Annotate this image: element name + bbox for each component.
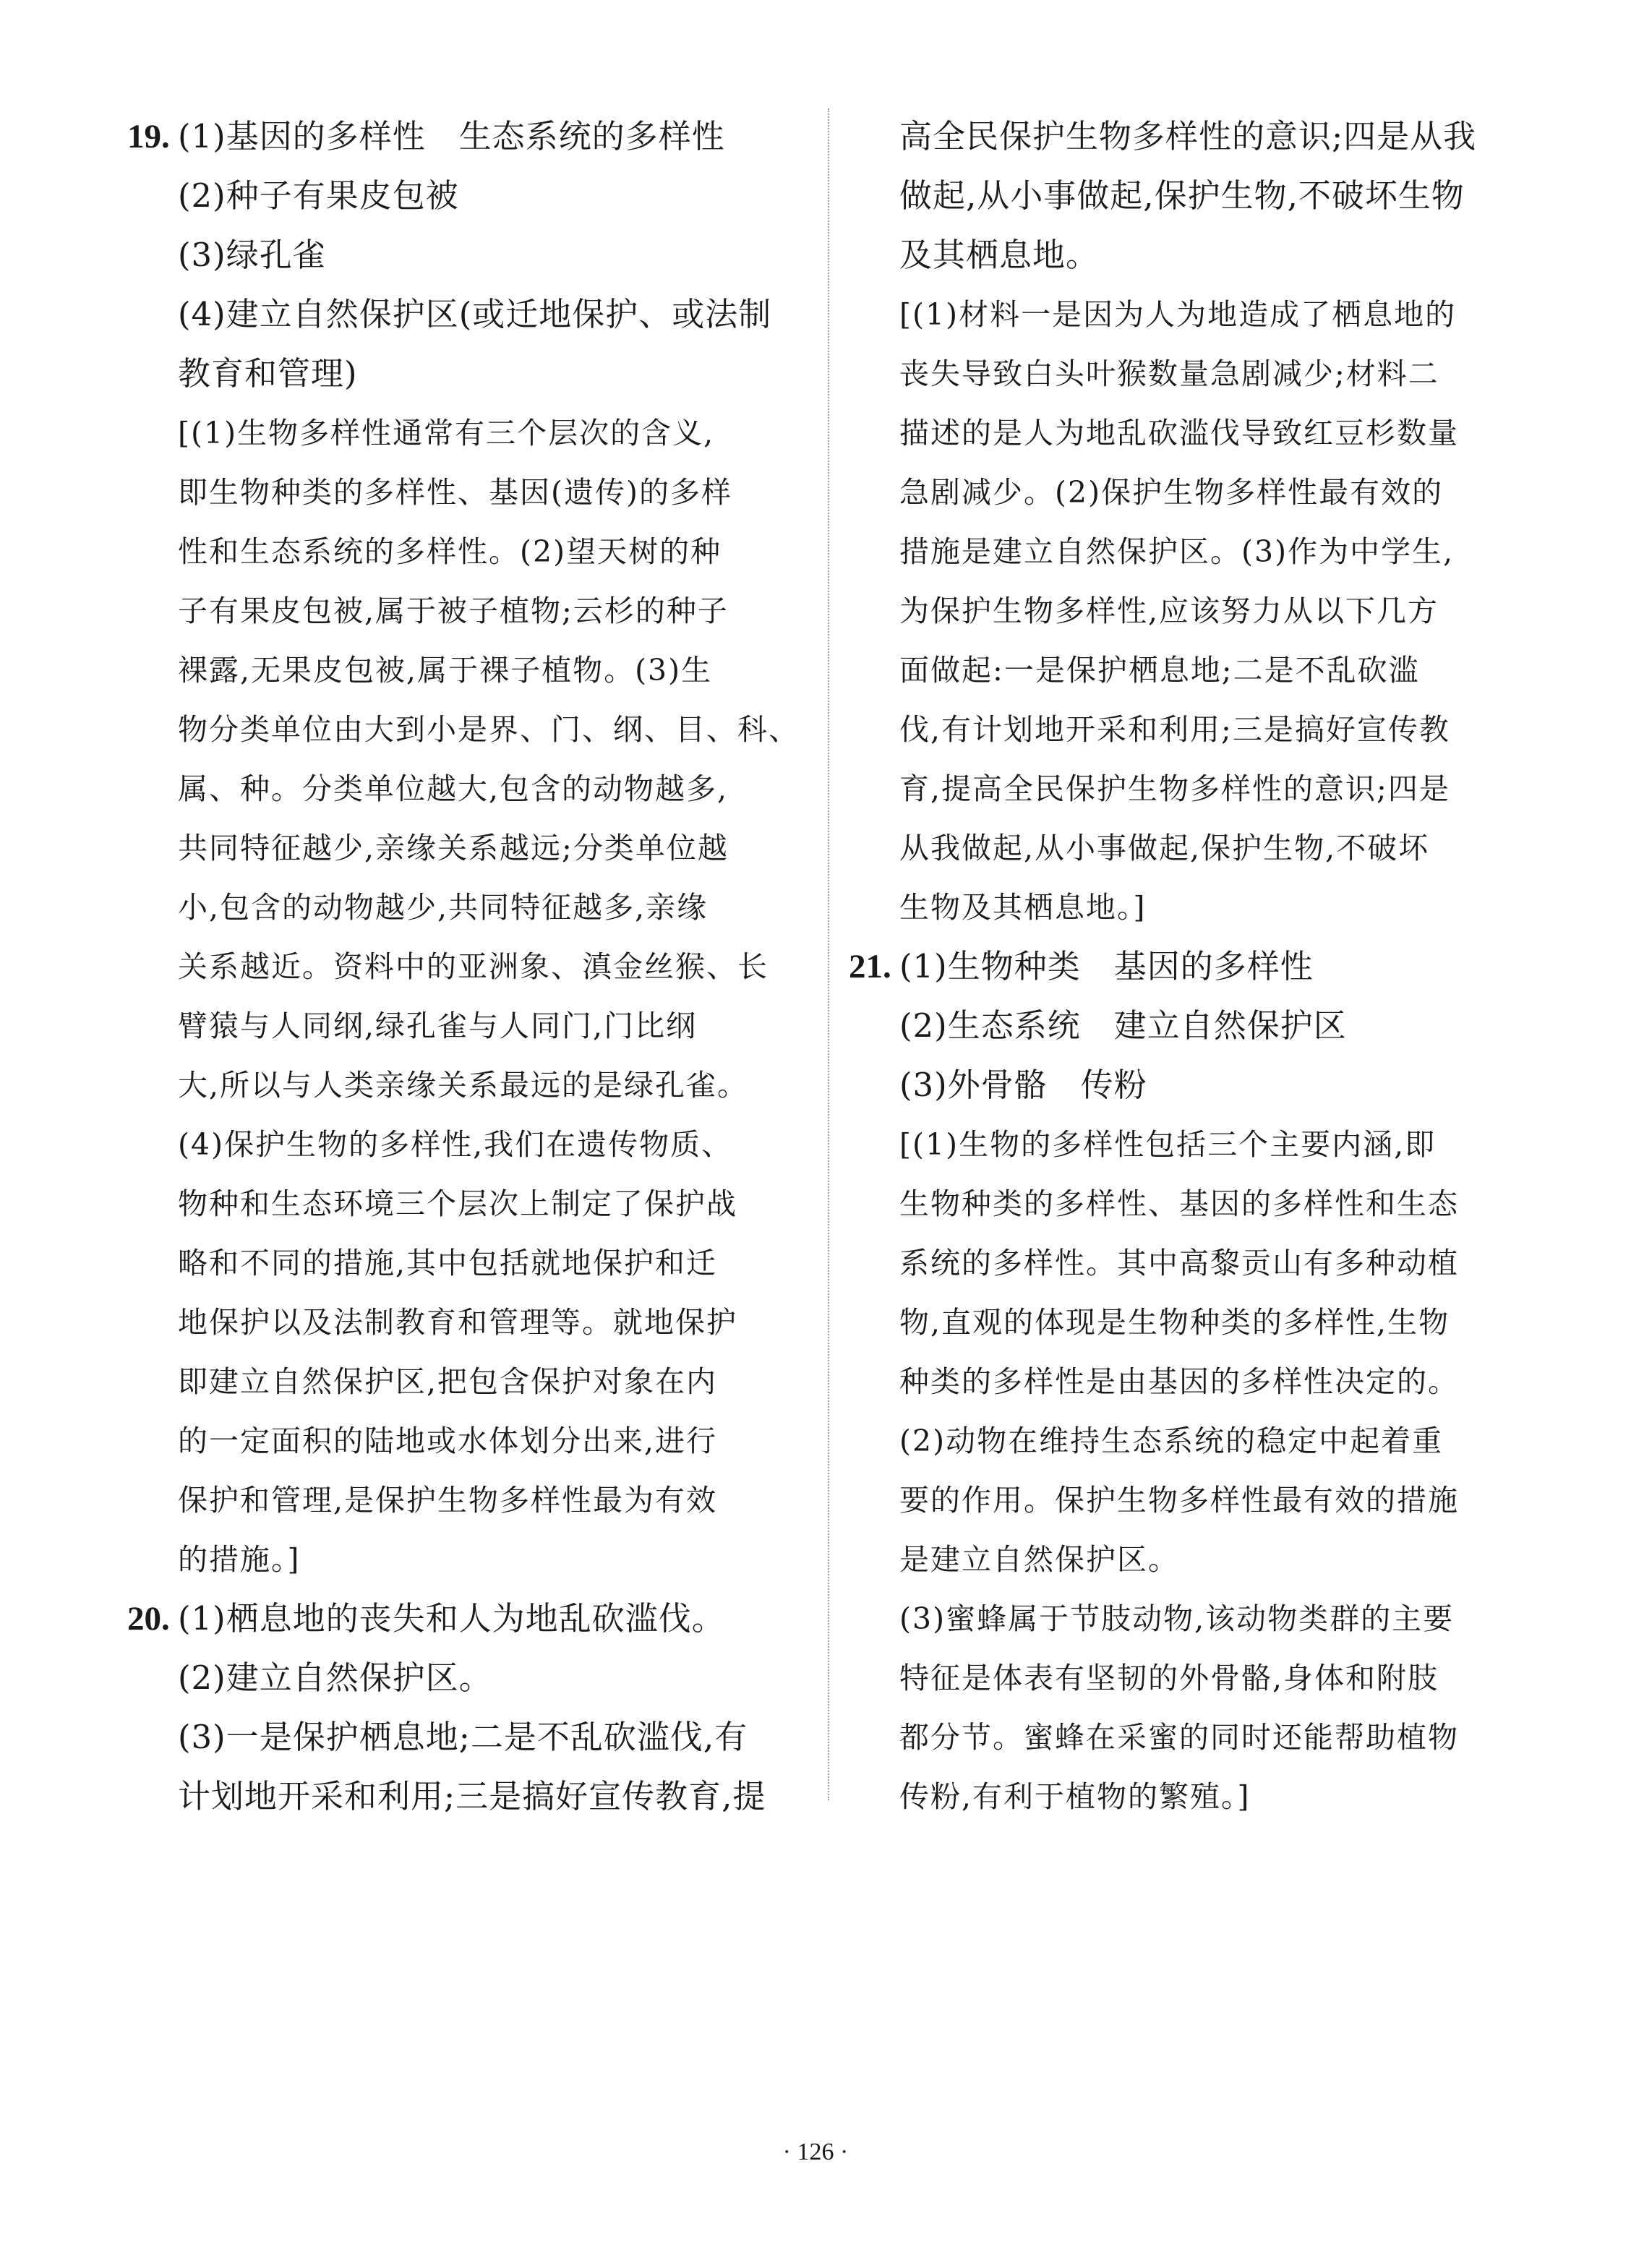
explanation-line: 传粉,有利于植物的繁殖。]: [899, 1779, 1251, 1814]
explanation-line: 生物种类的多样性、基因的多样性和生态: [899, 1186, 1459, 1221]
question-number: 20.: [127, 1600, 170, 1638]
answer-line: (4)建立自然保护区(或迁地保护、或法制: [178, 295, 772, 333]
explanation-line: 为保护生物多样性,应该努力从以下几方: [899, 594, 1439, 628]
answer-line: 20. (1)栖息地的丧失和人为地乱砍滥伐。: [178, 1589, 807, 1648]
explanation-line: 物种和生态环境三个层次上制定了保护战: [178, 1186, 737, 1221]
left-column: [127, 107, 807, 1826]
explanation-line: 小,包含的动物越少,共同特征越多,亲缘: [178, 890, 709, 925]
answer-line: 教育和管理): [178, 354, 358, 393]
explanation-line: [(1)材料一是因为人为地造成了栖息地的: [899, 297, 1457, 332]
explanation-line: 的一定面积的陆地或水体划分出来,进行: [178, 1424, 718, 1458]
right-column: [849, 107, 1536, 1826]
explanation-line: 育,提高全民保护生物多样性的意识;四是: [899, 771, 1450, 806]
explanation-line: 裸露,无果皮包被,属于裸子植物。(3)生: [178, 653, 713, 688]
question-number: 19.: [127, 118, 170, 155]
explanation-line: 丧失导致白头叶猴数量急剧减少;材料二: [899, 356, 1439, 391]
answer-line: (2)生态系统 建立自然保护区: [899, 1006, 1347, 1045]
explanation-line: 物,直观的体现是生物种类的多样性,生物: [899, 1305, 1450, 1340]
explanation-line: 属、种。分类单位越大,包含的动物越多,: [178, 771, 729, 806]
explanation-line: 地保护以及法制教育和管理等。就地保护: [178, 1305, 737, 1340]
explanation-line: 都分节。蜜蜂在采蜜的同时还能帮助植物: [899, 1720, 1459, 1755]
explanation-line: 保护和管理,是保护生物多样性最为有效: [178, 1483, 718, 1518]
answer-line: 计划地开采和利用;三是搞好宣传教育,提: [178, 1777, 766, 1815]
explanation-line: 的措施。]: [178, 1542, 301, 1577]
page-number: · 126 ·: [782, 2139, 849, 2165]
explanation-line: 系统的多样性。其中高黎贡山有多种动植: [899, 1246, 1459, 1280]
explanation-line: 急剧减少。(2)保护生物多样性最有效的: [899, 475, 1444, 510]
question-19: [127, 107, 807, 1589]
explanation-line: (2)动物在维持生态系统的稳定中起着重: [899, 1424, 1444, 1458]
explanation-line: 种类的多样性是由基因的多样性决定的。: [899, 1364, 1459, 1399]
answer-line: 21. (1)生物种类 基因的多样性: [899, 937, 1536, 996]
explanation-line: 共同特征越少,亲缘关系越远;分类单位越: [178, 831, 729, 865]
explanation-line: [(1)生物的多样性包括三个主要内涵,即: [899, 1127, 1437, 1162]
explanation-line: 性和生态系统的多样性。(2)望天树的种: [178, 534, 722, 569]
answer-line: 及其栖息地。: [899, 236, 1100, 274]
explanation-line: 物分类单位由大到小是界、门、纲、目、科、: [178, 712, 800, 747]
question-number: 21.: [849, 948, 891, 985]
answer-line: (2)建立自然保护区。: [178, 1659, 492, 1697]
explanation-line: 要的作用。保护生物多样性最有效的措施: [899, 1483, 1459, 1518]
answer-line: 19. (1)基因的多样性 生态系统的多样性: [178, 107, 807, 166]
explanation-line: 面做起:一是保护栖息地;二是不乱砍滥: [899, 653, 1420, 688]
explanation-line: 臂猿与人同纲,绿孔雀与人同门,门比纲: [178, 1009, 698, 1043]
explanation-line: 子有果皮包被,属于被子植物;云杉的种子: [178, 594, 729, 628]
explanation-line: 是建立自然保护区。: [899, 1542, 1179, 1577]
explanation-line: 即生物种类的多样性、基因(遗传)的多样: [178, 475, 732, 510]
column-divider: [828, 108, 829, 1800]
explanation-line: 从我做起,从小事做起,保护生物,不破坏: [899, 831, 1430, 865]
explanation-line: [(1)生物多样性通常有三个层次的含义,: [178, 416, 715, 450]
explanation-line: 生物及其栖息地。]: [899, 890, 1147, 925]
explanation-line: 略和不同的措施,其中包括就地保护和迁: [178, 1246, 718, 1280]
answer-line: 做起,从小事做起,保护生物,不破坏生物: [899, 176, 1465, 215]
explanation-line: 大,所以与人类亲缘关系最远的是绿孔雀。: [178, 1068, 749, 1103]
explanation-line: 伐,有计划地开采和利用;三是搞好宣传教: [899, 712, 1450, 747]
explanation-line: 关系越近。资料中的亚洲象、滇金丝猴、长: [178, 949, 769, 984]
question-20: [127, 1589, 807, 1826]
explanation-line: (3)蜜蜂属于节肢动物,该动物类群的主要: [899, 1601, 1455, 1636]
answer-line: (2)种子有果皮包被: [178, 176, 459, 215]
explanation-line: 特征是体表有坚韧的外骨骼,身体和附肢: [899, 1661, 1439, 1695]
explanation-line: (4)保护生物的多样性,我们在遗传物质、: [178, 1127, 733, 1162]
answer-line: (3)绿孔雀: [178, 236, 326, 274]
answer-line: (3)一是保护栖息地;二是不乱砍滥伐,有: [178, 1718, 748, 1756]
answer-line: 高全民保护生物多样性的意识;四是从我: [899, 117, 1477, 155]
explanation-line: 措施是建立自然保护区。(3)作为中学生,: [899, 534, 1455, 569]
answer-line: (3)外骨骼 传粉: [899, 1066, 1147, 1104]
explanation-line: 描述的是人为地乱砍滥伐导致红豆杉数量: [899, 416, 1459, 450]
explanation-line: 即建立自然保护区,把包含保护对象在内: [178, 1364, 718, 1399]
question-20-continued: [899, 107, 1536, 937]
question-21: [849, 937, 1536, 1826]
